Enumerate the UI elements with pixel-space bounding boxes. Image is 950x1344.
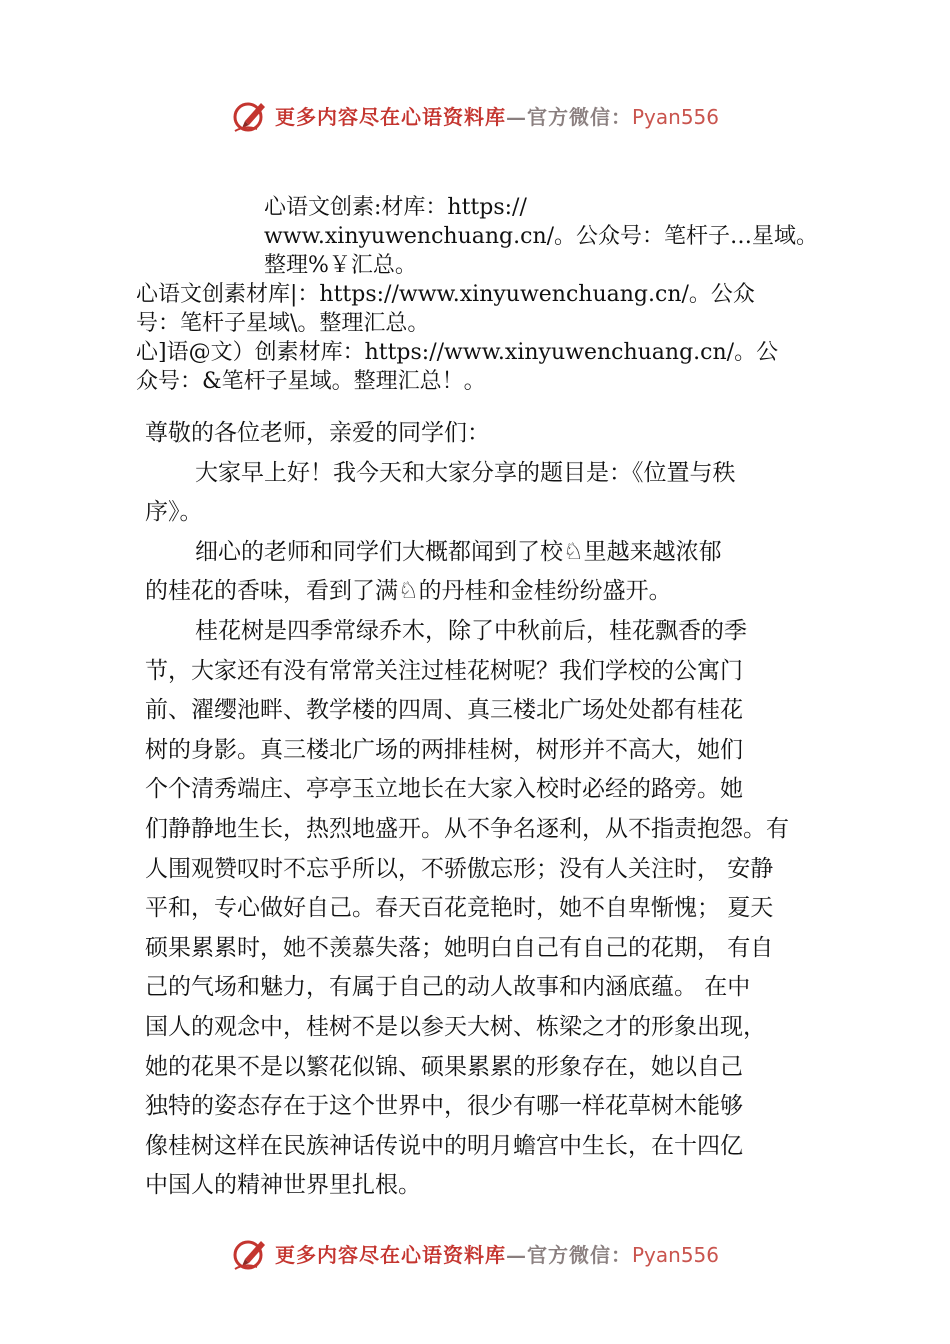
body-line: 序》。 — [145, 499, 203, 526]
header-line: 众号：&笔杆子星域。整理汇总！。 — [136, 369, 486, 394]
bottom-banner — [0, 1228, 950, 1278]
body-line: 节，大家还有没有常常关注过桂花树呢？我们学校的公寓门 — [145, 657, 743, 684]
banner-wechat-id: Pyan556 — [631, 104, 719, 129]
body-line: 像桂树这样在民族神话传说中的明月蟾宫中生长，在十四亿 — [145, 1132, 743, 1159]
header-line: www.xinyuwenchuang.cn/。公众号：笔杆子…星域。 — [264, 224, 819, 249]
salutation: 尊敬的各位老师，亲爱的同学们： — [145, 420, 490, 446]
speech-body — [145, 414, 825, 1206]
body-line: 们静静地生长，热烈地盛开。从不争名逐利，从不指责抱怨。有 — [145, 815, 789, 842]
body-line: 平和，专心做好自己。春天百花竞艳时，她不自卑惭愧； 夏天 — [145, 895, 774, 922]
header-line: 号：笔杆子星域\。整理汇总。 — [136, 311, 430, 336]
banner-dash: — — [505, 104, 527, 129]
body-line: 大家早上好！我今天和大家分享的题目是：《位置与秩 — [195, 459, 736, 486]
header-line: 整理%￥汇总。 — [264, 253, 417, 278]
body-line: 前、濯缨池畔、教学楼的四周、真三楼北广场处处都有桂花 — [145, 697, 743, 724]
body-line: 个个清秀端庄、亭亭玉立地长在大家入校时必经的路旁。她 — [145, 776, 743, 803]
body-line: 桂花树是四季常绿乔木，除了中秋前后，桂花飘香的季 — [195, 617, 747, 644]
header-line: 心]语@文）创素材库：https://www.xinyuwenchuang.cn/。公 — [136, 340, 779, 365]
body-line: 的桂花的香味，看到了满♘的丹桂和金桂纷纷盛开。 — [145, 578, 672, 605]
body-line: 硕果累累时，她不羡慕失落；她明白自己有自己的花期， 有自 — [145, 934, 774, 961]
banner-title: 更多内容尽在心语资料库 — [274, 104, 506, 129]
banner-dash: — — [505, 1242, 527, 1267]
pen-logo-icon — [231, 95, 271, 135]
body-line: 独特的姿态存在于这个世界中，很少有哪一样花草树木能够 — [145, 1093, 743, 1120]
body-line: 国人的观念中，桂树不是以参天大树、栋梁之才的形象出现， — [145, 1013, 766, 1040]
top-banner — [0, 90, 950, 140]
pen-logo-icon — [231, 1233, 271, 1273]
header-line: 心语文创素:材库：https:// — [264, 195, 527, 220]
banner-wechat-id: Pyan556 — [631, 1242, 719, 1267]
body-line: 人围观赞叹时不忘乎所以，不骄傲忘形；没有人关注时， 安静 — [145, 855, 774, 882]
body-line: 树的身影。真三楼北广场的两排桂树，树形并不高大，她们 — [145, 736, 743, 763]
header-line: 心语文创素材库|：https://www.xinyuwenchuang.cn/。公众 — [136, 282, 755, 307]
body-line: 细心的老师和同学们大概都闻到了校♘里越来越浓郁 — [195, 538, 722, 565]
banner-title: 更多内容尽在心语资料库 — [274, 1242, 506, 1267]
body-line: 她的花果不是以繁花似锦、硕果累累的形象存在，她以自己 — [145, 1053, 743, 1080]
body-line: 中国人的精神世界里扎根。 — [145, 1172, 421, 1199]
banner-wechat-label: 官方微信： — [526, 1242, 632, 1267]
body-line: 己的气场和魅力，有属于自己的动人故事和内涵底蕴。 在中 — [145, 974, 751, 1001]
header-text-block — [136, 193, 836, 396]
banner-wechat-label: 官方微信： — [526, 104, 632, 129]
